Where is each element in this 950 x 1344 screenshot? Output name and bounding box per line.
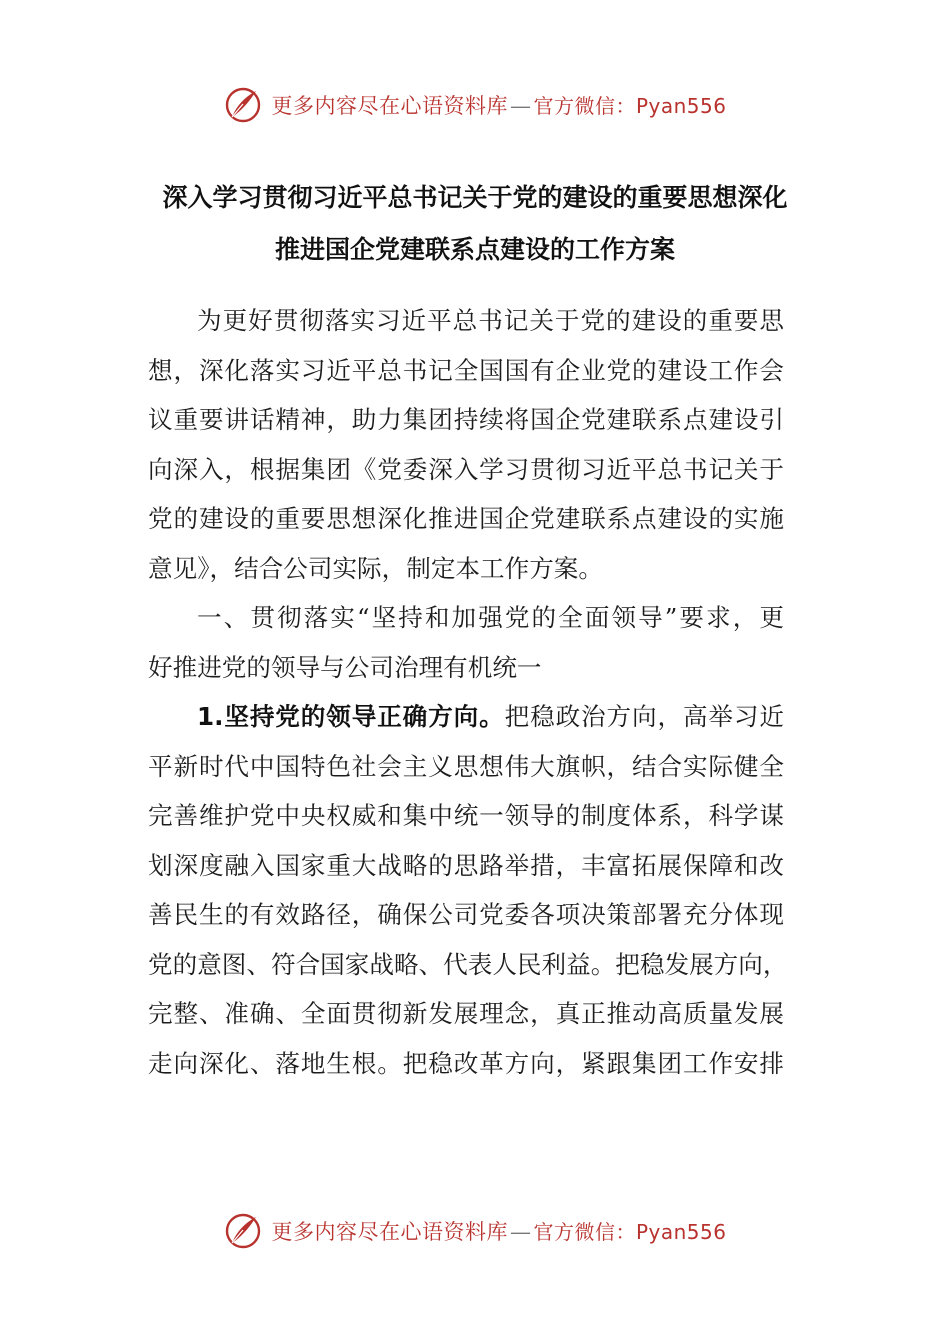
- document-body: [148, 296, 788, 1088]
- header-watermark: [0, 82, 950, 128]
- item-lead: 1.坚持党的领导正确方向。: [197, 702, 505, 731]
- paragraph-line: 平新时代中国特色社会主义思想伟大旗帜，结合实际健全: [148, 751, 784, 781]
- paragraph-line: 完善维护党中央权威和集中统一领导的制度体系，科学谋: [148, 801, 784, 830]
- paragraph-line: 完整、准确、全面贯彻新发展理念，真正推动高质量发展: [148, 999, 784, 1028]
- title-line: 深入学习贯彻习近平总书记关于党的建设的重要思想深化: [162, 183, 788, 212]
- paragraph-line: 走向深化、落地生根。把稳改革方向，紧跟集团工作安排: [148, 1048, 784, 1078]
- watermark-text: 更多内容尽在心语资料库— 官方微信：Pyan556: [271, 94, 727, 118]
- paragraph-line: 为更好贯彻落实习近平总书记关于党的建设的重要思: [197, 306, 784, 335]
- document-title: [0, 172, 950, 276]
- paragraph-line: 议重要讲话精神，助力集团持续将国企党建联系点建设引: [148, 405, 784, 434]
- quill-logo-icon: [223, 1211, 263, 1251]
- paragraph-line: 党的意图、符合国家战略、代表人民利益。把稳发展方向，: [148, 949, 788, 979]
- paragraph-line: 善民生的有效路径，确保公司党委各项决策部署充分体现: [148, 900, 784, 929]
- item-first-rest: 把稳政治方向，高举习近: [504, 702, 784, 731]
- title-line: 推进国企党建联系点建设的工作方案: [274, 235, 675, 264]
- paragraph-line: 划深度融入国家重大战略的思路举措，丰富拓展保障和改: [148, 850, 784, 880]
- watermark-text: 更多内容尽在心语资料库— 官方微信：Pyan556: [271, 1220, 727, 1244]
- footer-watermark: [0, 1208, 950, 1254]
- section-heading-line: 好推进党的领导与公司治理有机统一: [148, 652, 542, 682]
- paragraph-line: 向深入，根据集团《党委深入学习贯彻习近平总书记关于: [148, 454, 784, 484]
- item-first-line: [148, 692, 784, 742]
- paragraph-line: 想，深化落实习近平总书记全国国有企业党的建设工作会: [148, 355, 784, 385]
- paragraph-line: 党的建设的重要思想深化推进国企党建联系点建设的实施: [148, 504, 784, 533]
- section-heading-line: 一、贯彻落实“坚持和加强党的全面领导”要求，更: [197, 603, 784, 632]
- quill-logo-icon: [223, 85, 263, 125]
- paragraph-line: 意见》，结合公司实际，制定本工作方案。: [148, 553, 603, 583]
